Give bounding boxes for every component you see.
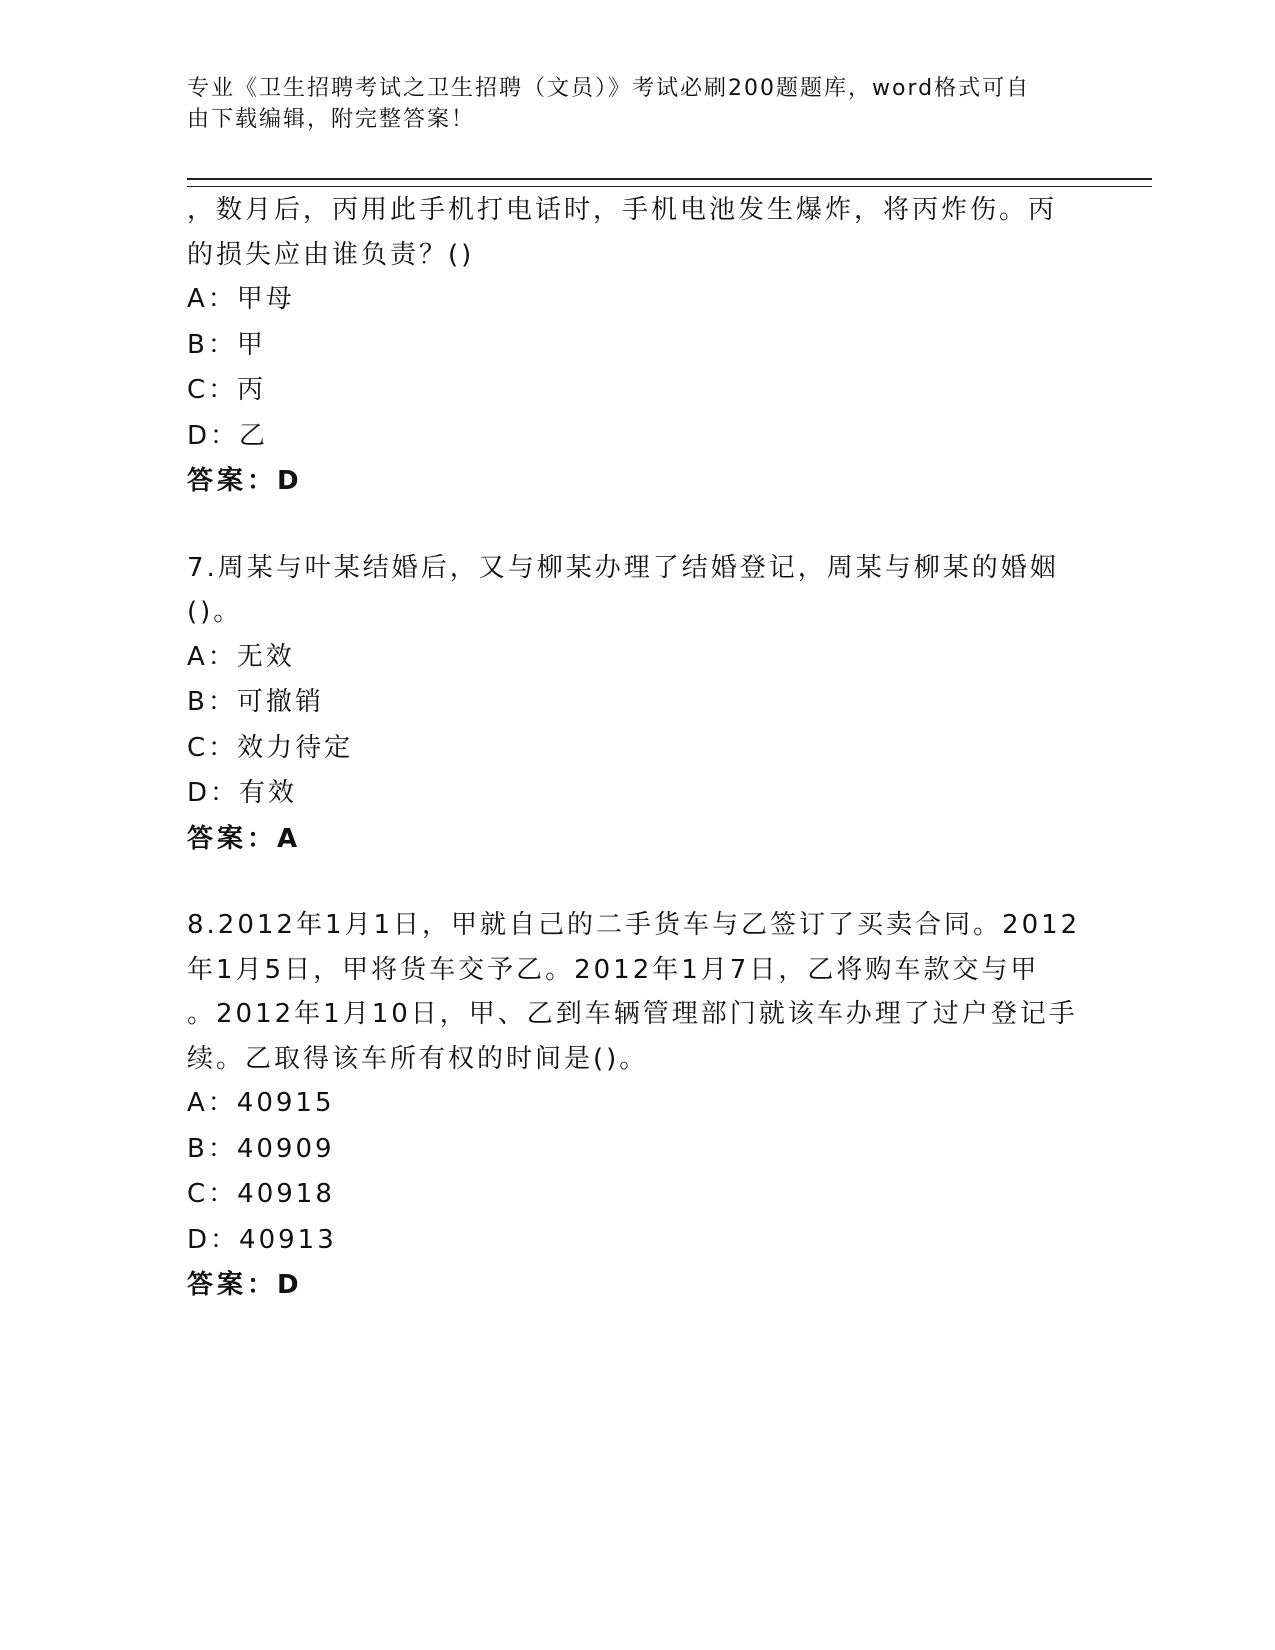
option-b: B：可撤销 [187,687,324,717]
option-a: A：无效 [187,641,295,672]
option-c: C：效力待定 [187,732,354,763]
option-d: D：乙 [187,420,269,451]
option-c: C：40918 [187,1179,335,1209]
document-header [187,73,1067,135]
answer: 答案：D [187,466,303,496]
header-line-1: 专业《卫生招聘考试之卫生招聘（文员）》考试必刷200题题库，word格式可自 [187,76,1031,101]
question-6 [187,188,1087,504]
question-8 [187,903,1087,1308]
header-divider [187,178,1152,187]
question-text-line: 7.周某与叶某结婚后，又与柳某办理了结婚登记，周某与柳某的婚姻 [187,552,1059,583]
question-text-line: 。2012年1月10日，甲、乙到车辆管理部门就该车办理了过户登记手 [187,999,1078,1029]
option-d: D：有效 [187,778,298,808]
question-text-line: 8.2012年1月1日，甲就自己的二手货车与乙签订了买卖合同。2012 [187,910,1081,940]
question-text-line: 年1月5日，甲将货车交予乙。2012年1月7日，乙将购车款交与甲 [187,954,1040,985]
option-d: D：40913 [187,1224,337,1255]
option-a: A：甲母 [187,284,295,314]
question-7 [187,546,1087,862]
question-text-line: 的损失应由谁负责？() [187,239,475,270]
question-text-line: 续。乙取得该车所有权的时间是()。 [187,1043,649,1074]
answer: 答案：A [187,823,302,854]
answer: 答案：D [187,1270,303,1300]
option-a: A：40915 [187,1088,335,1118]
option-b: B：甲 [187,329,266,360]
question-text-line: ，数月后，丙用此手机打电话时，手机电池发生爆炸，将丙炸伤。丙 [187,195,1058,225]
option-c: C：丙 [187,375,267,405]
header-line-2: 由下载编辑，附完整答案！ [187,107,476,132]
question-text-line: ()。 [187,597,243,627]
option-b: B：40909 [187,1133,335,1164]
question-list [187,188,1087,1308]
